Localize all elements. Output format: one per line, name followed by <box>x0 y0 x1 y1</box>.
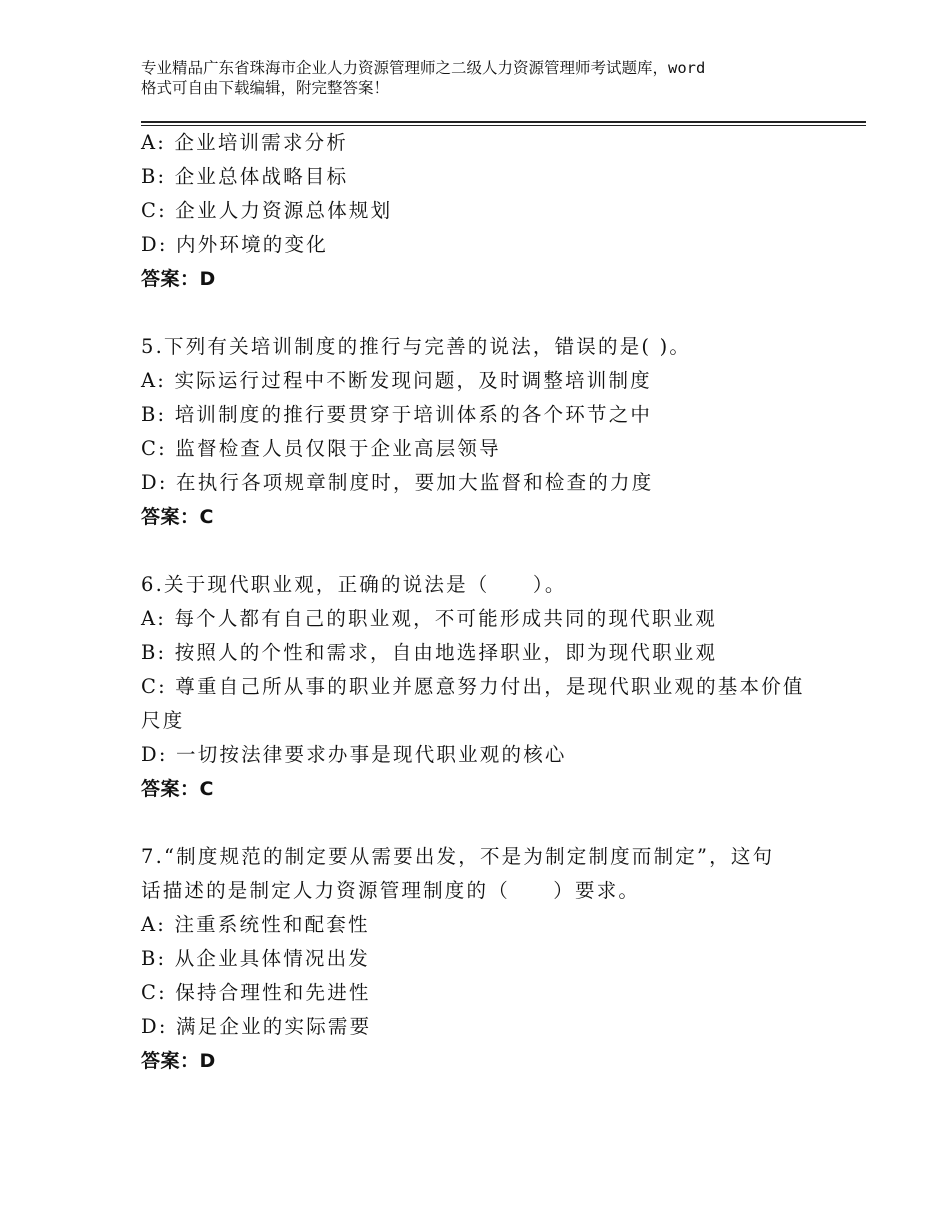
option-c: C: 企业人力资源总体规划 <box>141 199 393 222</box>
option-a: A: 企业培训需求分析 <box>141 131 349 154</box>
question-text-line-2: 话描述的是制定人力资源管理制度的（ ）要求。 <box>141 879 641 902</box>
option-a: A: 注重系统性和配套性 <box>141 913 370 936</box>
spacer <box>141 806 821 840</box>
question-text: 5.下列有关培训制度的推行与完善的说法，错误的是( )。 <box>141 335 692 358</box>
option-a: A: 实际运行过程中不断发现问题，及时调整培训制度 <box>141 369 652 392</box>
question-5-block <box>141 330 821 534</box>
option-b: B: 按照人的个性和需求，自由地选择职业，即为现代职业观 <box>141 641 718 664</box>
answer-label: 答案：D <box>141 268 216 290</box>
option-d: D: 满足企业的实际需要 <box>141 1015 372 1038</box>
answer-label: 答案：C <box>141 506 214 528</box>
spacer <box>141 534 821 568</box>
option-c: C: 尊重自己所从事的职业并愿意努力付出，是现代职业观的基本价值 <box>141 675 805 698</box>
option-c: C: 保持合理性和先进性 <box>141 981 371 1004</box>
option-b: B: 培训制度的推行要贯穿于培训体系的各个环节之中 <box>141 403 653 426</box>
option-c: C: 监督检查人员仅限于企业高层领导 <box>141 437 501 460</box>
option-d: D: 内外环境的变化 <box>141 233 328 256</box>
header-divider-thick <box>141 121 866 123</box>
answer-label: 答案：D <box>141 1050 216 1072</box>
spacer <box>141 296 821 330</box>
option-a: A: 每个人都有自己的职业观，不可能形成共同的现代职业观 <box>141 607 717 630</box>
header-line-1: 专业精品广东省珠海市企业人力资源管理师之二级人力资源管理师考试题库，word <box>141 59 706 77</box>
header-line-2: 格式可自由下载编辑，附完整答案！ <box>141 79 390 97</box>
answer-label: 答案：C <box>141 778 214 800</box>
option-c-continued: 尺度 <box>141 709 185 732</box>
question-7-block <box>141 840 821 1078</box>
question-6-block <box>141 568 821 806</box>
option-d: D: 一切按法律要求办事是现代职业观的核心 <box>141 743 567 766</box>
question-text: 6.关于现代职业观，正确的说法是（ ）。 <box>141 573 567 596</box>
option-d: D: 在执行各项规章制度时，要加大监督和检查的力度 <box>141 471 654 494</box>
option-b: B: 从企业具体情况出发 <box>141 947 370 970</box>
question-text-line-1: 7.“制度规范的制定要从需要出发，不是为制定制度而制定”，这句 <box>141 845 775 868</box>
question-list <box>141 126 821 1078</box>
question-4-block <box>141 126 821 296</box>
option-b: B: 企业总体战略目标 <box>141 165 349 188</box>
document-header <box>141 58 841 98</box>
